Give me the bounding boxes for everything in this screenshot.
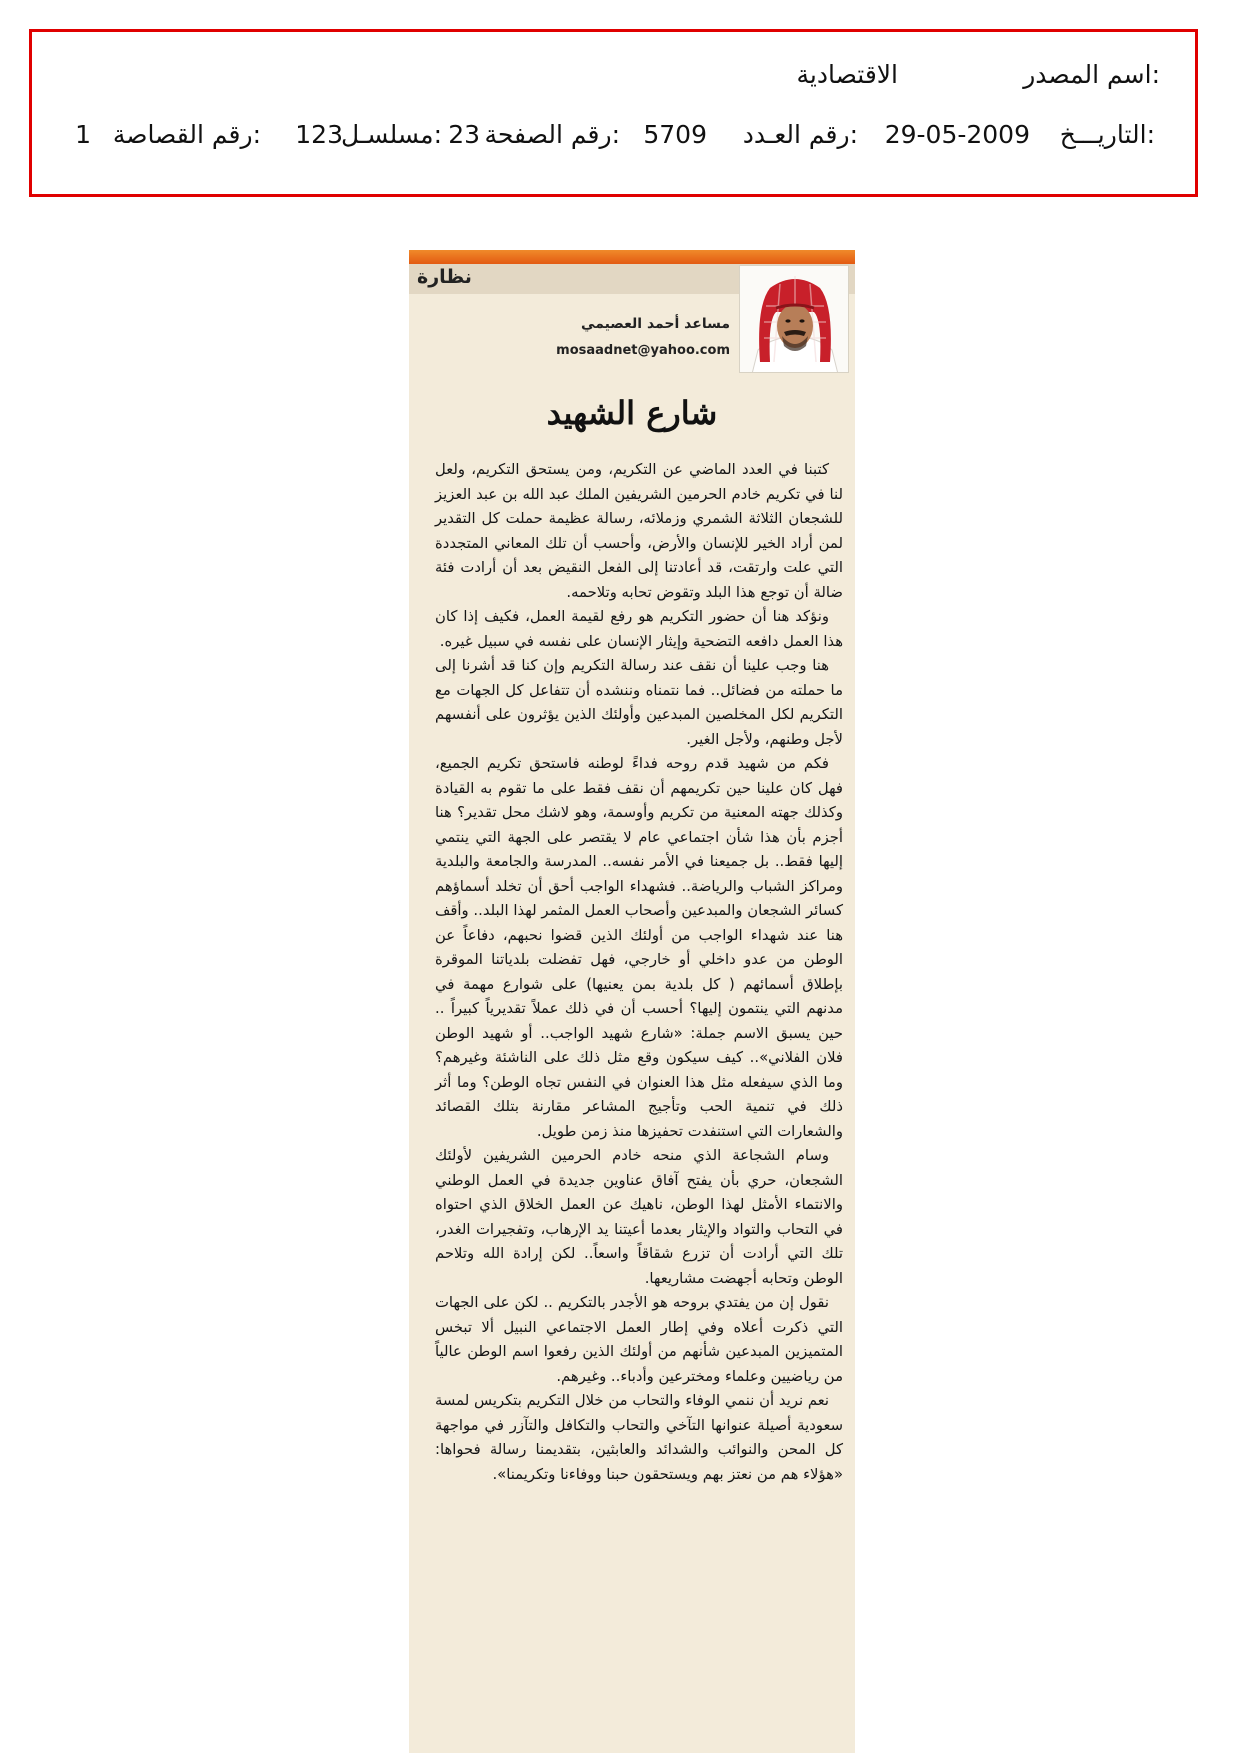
source-value: الاقتصادية — [796, 60, 898, 89]
page-label: رقم الصفحة: — [484, 120, 620, 149]
paragraph: فكم من شهيد قدم روحه فداءً لوطنه فاستحق تكريم الجميع، فهل كان علينا حين تكريمهم أن نقف فقط على ما تقوم به القيادة وكذلك جهته المعنية من تكريم وأوسمة، وهو لاشك محل تقدير؟ هنا أجزم بأن هذا شأن اجتماعي عام لا يقتصر على الجهة التي ينتمي إليها فقط.. بل جميعنا في الأمر نفسه.. المدرسة والجامعة والبلدية ومراكز الشباب والرياضة.. فشهداء الواجب أحق أن تخلد أسماؤهم كسائر الشجعان والمبدعين وأصحاب العمل المثمر لهذا البلد.. وأقف هنا عند شهداء الواجب من أولئك الذين قضوا نحبهم، دفاعاً عن الوطن من عدو داخلي أو خارجي، فهل تفضلت بلدياتنا الموقرة بإطلاق أسمائهم ( كل بلدية بمن يعنيها) على شوارع مهمة في مدنهم التي ينتمون إليها؟ أحسب أن في ذلك عملاً تقديرياً كبيراً .. حين يسبق الاسم جملة: «شارع شهيد الواجب.. أو شهيد الوطن فلان الفلاني».. كيف سيكون وقع مثل ذلك على الناشئة وغيرهم؟ وما الذي سيفعله مثل هذا العنوان في النفس تجاه الوطن؟ وما أثر ذلك في تنمية الحب وتأجيج المشاعر مقارنة بتلك القصائد والشعارات التي استنفدت تحفيزها منذ زمن طويل. — [435, 755, 843, 1140]
paragraph: كتبنا في العدد الماضي عن التكريم، ومن يستحق التكريم، ولعل لنا في تكريم خادم الحرمين الشريفين الملك عبد الله بن عبد العزيز للشجعان الثلاثة الشمري وزملائه، رسالة عظيمة حملت كل التقدير لمن أراد الخير للإنسان والأرض، وأحسب أن تلك المعاني المتجددة التي علت وارتقت، قد أعادتنا إلى الفعل النقيض بعد أن أرادت فئة ضالة أن توجع هذا البلد وتقوض تحابه وتلاحمه. — [435, 461, 843, 601]
article-column — [409, 250, 855, 1753]
column-name: نظارة — [417, 266, 472, 288]
date-value: 29-05-2009 — [884, 120, 1030, 149]
author-name: مساعد أحمد العصيمي — [581, 316, 730, 332]
author-email: mosaadnet@yahoo.com — [556, 343, 730, 358]
clip-value: 1 — [75, 120, 91, 149]
author-portrait-image — [740, 266, 849, 373]
paragraph: هنا وجب علينا أن نقف عند رسالة التكريم وإن كنا قد أشرنا إلى ما حملته من فضائل.. فما نتمناه وننشده أن تتفاعل كل الجهات مع التكريم لكل المخلصين المبدعين وأولئك الذين يؤثرون على أنفسهم لأجل وطنهم، ولأجل الغير. — [435, 657, 843, 748]
serial-value: 123 — [295, 120, 343, 149]
article-title: شارع الشهيد — [546, 394, 718, 432]
page-value: 23 — [448, 120, 480, 149]
article-body — [435, 458, 843, 1487]
date-label: التاريـــخ: — [1059, 120, 1155, 149]
clip-label: رقم القصاصة: — [112, 120, 261, 149]
clipping-metadata-box — [29, 29, 1198, 197]
serial-label: مسلسـل: — [341, 120, 442, 149]
issue-label: رقم العـدد: — [742, 120, 858, 149]
issue-value: 5709 — [643, 120, 707, 149]
paragraph: نقول إن من يفتدي بروحه هو الأجدر بالتكريم .. لكن على الجهات التي ذكرت أعلاه وفي إطار العمل الاجتماعي النبيل ألا تبخس المتميزين المبدعين شأنهم من أولئك الذين رفعوا اسم الوطن عالياً من رياضيين وعلماء ومخترعين وأدباء.. وغيرهم. — [435, 1294, 843, 1385]
paragraph: نعم نريد أن ننمي الوفاء والتحاب من خلال التكريم بتكريس لمسة سعودية أصيلة عنوانها التآخي والتحاب والتكافل والتآزر في مواجهة كل المحن والنوائب والشدائد والعابثين، بتقديمنا رسالة فحواها: «هؤلاء هم من نعتز بهم ويستحقون حبنا ووفاءنا وتكريمنا». — [435, 1392, 843, 1483]
paragraph: وسام الشجاعة الذي منحه خادم الحرمين الشريفين لأولئك الشجعان، حري بأن يفتح آفاق عناوين جديدة في العمل الوطني والانتماء الأمثل لهذا الوطن، ناهيك عن العمل الخلاق الذي احتواه في التحاب والتواد والإيثار بعدما أعيتنا يد الإرهاب، وتفجيرات الغدر، تلك التي أرادت أن تزرع شقاقاً واسعاً.. لكن إرادة الله وتلاحم الوطن وتحابه أجهضت مشاريعها. — [435, 1147, 843, 1287]
paragraph: ونؤكد هنا أن حضور التكريم هو رفع لقيمة العمل، فكيف إذا كان هذا العمل دافعه التضحية وإيثار الإنسان على نفسه في سبيل غيره. — [435, 608, 843, 650]
orange-top-stripe — [409, 250, 855, 264]
author-photo — [739, 265, 849, 373]
source-label: اسم المصدر: — [1023, 60, 1160, 89]
